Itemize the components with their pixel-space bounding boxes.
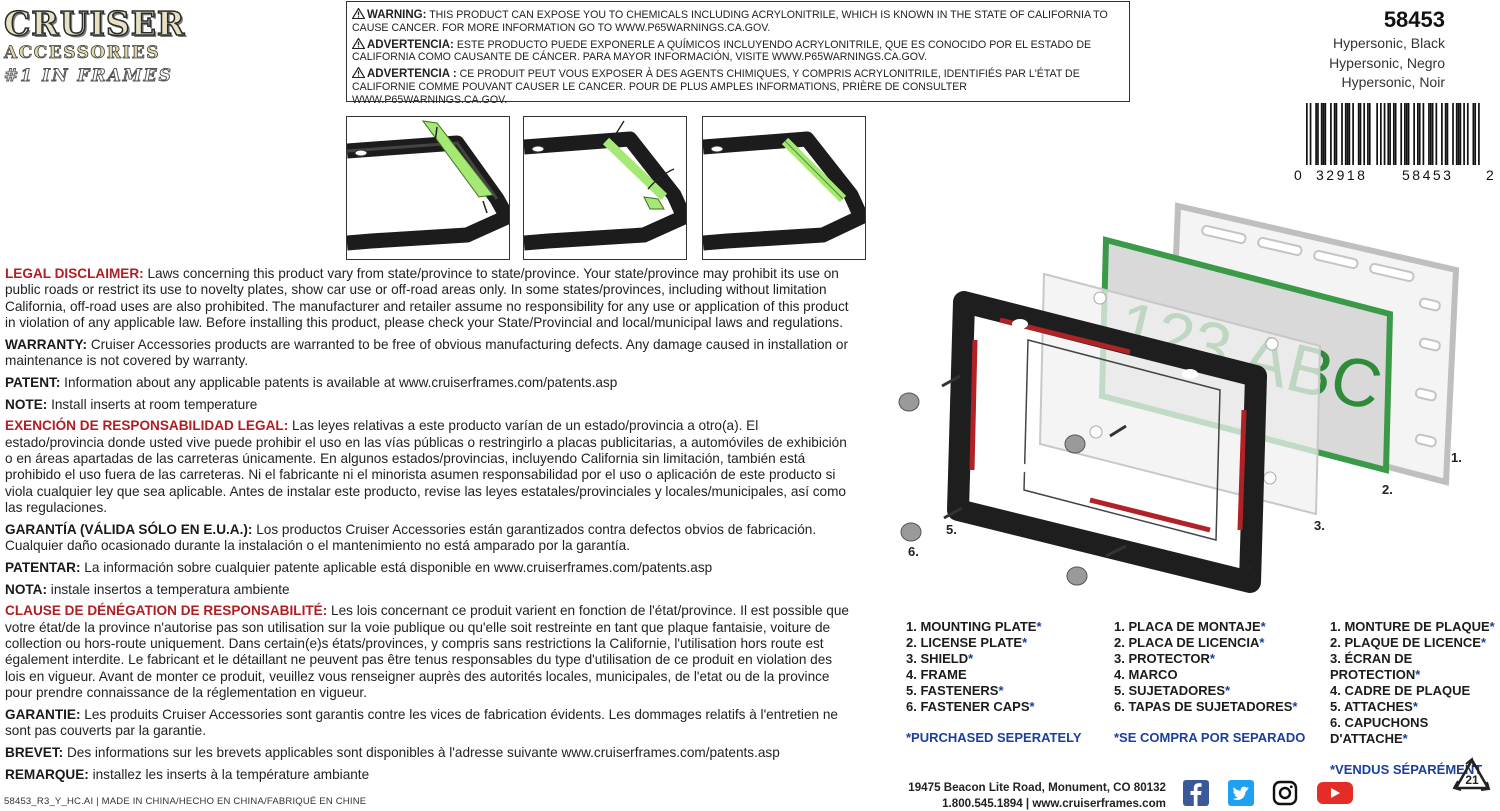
barcode-digit-first: 0 bbox=[1294, 167, 1302, 183]
parts-list-item-label: 3. PROTECTOR bbox=[1114, 651, 1210, 666]
legal-heading: NOTE: bbox=[5, 397, 47, 412]
barcode-bar bbox=[1428, 103, 1430, 165]
parts-list-item-label: 4. MARCO bbox=[1114, 667, 1178, 682]
barcode-bar bbox=[1452, 103, 1454, 165]
barcode-bar bbox=[1467, 103, 1469, 165]
parts-list-item-label: 3. ÉCRAN DE PROTECTION bbox=[1330, 651, 1415, 682]
barcode-bar bbox=[1389, 103, 1391, 165]
legal-body: Los productos Cruiser Accessories están garantizados contra defectos obvios de fabricación. Cualquier daño ocasionado durante la instalación o el mantenimiento no está amparado por la garantía. bbox=[5, 522, 816, 553]
parts-list-item-label: 1. MONTURE DE PLAQUE bbox=[1330, 619, 1490, 634]
legal-body: Des informations sur les brevets applicables sont disponibles à l'adresse suivante www.cruiserframes.com/patents.asp bbox=[63, 745, 780, 760]
parts-note-fr: *VENDUS SÉPARÉMENT bbox=[1330, 762, 1500, 778]
legal-heading: PATENT: bbox=[5, 375, 60, 390]
barcode-bar bbox=[1441, 103, 1443, 165]
barcode-bar bbox=[1432, 103, 1434, 165]
legal-paragraph bbox=[5, 767, 855, 783]
legal-paragraph bbox=[5, 375, 855, 391]
parts-list-item-label: 4. CADRE DE PLAQUE bbox=[1330, 683, 1470, 698]
recycle-code: 21 bbox=[1465, 773, 1479, 787]
company-address: 19475 Beacon Lite Road, Monument, CO 80132 bbox=[906, 780, 1166, 796]
warning-fr-text: CE PRODUIT PEUT VOUS EXPOSER À DES AGENTS CHIMIQUES, Y COMPRIS ACRYLONITRILE, IDENTIFIÉS PAR L'ÉTAT DE CALIFORNIE COMME POUVANT CAUSER LE CANCER. POUR DE PLUS AMPLES INFORMATIONS, PRIÈRE DE CONSULTER WWW.P65WARNINGS.CA.GOV. bbox=[352, 68, 1080, 106]
warning-en bbox=[352, 8, 1123, 35]
parts-list-item-label: 6. TAPAS DE SUJETADORES bbox=[1114, 699, 1292, 714]
legal-text-block bbox=[5, 266, 855, 788]
legal-body: Cruiser Accessories products are warranted to be free of obvious manufacturing defects. Any damage caused in installation or maintenance is not covered by warranty. bbox=[5, 337, 848, 368]
callout-5: 5. bbox=[946, 522, 957, 537]
barcode-digits-right: 58453 bbox=[1402, 167, 1453, 183]
barcode-bar bbox=[1387, 103, 1389, 165]
barcode-bar bbox=[1430, 103, 1432, 165]
barcode-bar bbox=[1306, 103, 1308, 165]
barcode-digits-left: 32918 bbox=[1316, 167, 1367, 183]
product-name-es: Hypersonic, Negro bbox=[1245, 54, 1445, 74]
legal-heading: WARRANTY: bbox=[5, 337, 87, 352]
parts-list-item bbox=[1330, 699, 1500, 715]
legal-heading: BREVET: bbox=[5, 745, 63, 760]
purchased-separately-asterisk: * bbox=[1036, 619, 1041, 634]
footer-file-code: 58453_R3_Y_HC.AI | MADE IN CHINA/HECHO EN CHINA/FABRIQUÉ EN CHINE bbox=[4, 796, 366, 807]
barcode-bar bbox=[1393, 103, 1395, 165]
logo-tagline: #1 IN FRAMES bbox=[4, 64, 194, 88]
warning-es-text: ESTE PRODUCTO PUEDE EXPONERLE A QUÍMICOS INCLUYENDO ACRYLONITRILE, QUE ES CONOCIDO POR EL ESTADO DE CALIFORNIA COMO CAUSANTE DE CÁNCER. PARA MAYOR INFORMACIÓN, VISITE WWW.P65WARNINGS.CA.GOV. bbox=[352, 39, 1091, 64]
logo-brand-text: CRUISER bbox=[4, 6, 194, 42]
purchased-separately-asterisk: * bbox=[1403, 731, 1408, 746]
barcode-bar bbox=[1358, 103, 1360, 165]
legal-body: Laws concerning this product vary from state/province to state/province. Your state/province may prohibit its use on public roads or restrict its use to novelty plates, show car use or off-road areas only. In some states/provinces, including without limitation California, off-road uses are also prohibited. The manufacturer and retailer assume no responsibility for any use or application of this product in violation of any applicable law. Before installing this product, please check your State/Provincial and local/municipal laws and regulations. bbox=[5, 266, 849, 330]
parts-list-item bbox=[1114, 635, 1305, 651]
parts-list-item bbox=[1114, 619, 1305, 635]
purchased-separately-asterisk: * bbox=[1022, 635, 1027, 650]
barcode-bar bbox=[1310, 103, 1312, 165]
install-step-2-image bbox=[523, 116, 687, 260]
barcode-bar bbox=[1447, 103, 1449, 165]
purchased-separately-asterisk: * bbox=[1292, 699, 1297, 714]
parts-list-item-label: 1. MOUNTING PLATE bbox=[906, 619, 1036, 634]
legal-heading: GARANTIE: bbox=[5, 707, 81, 722]
legal-body: Las leyes relativas a este producto varían de un estado/provincia a otro(a). El estado/provincia donde usted vive puede prohibir el uso en las vías públicas o restringirlo a placas publicitarias, a automóviles de exhibición o en áreas apartadas de las carreteras únicamente. En algunos estados/provincias, incluyendo California sin limitación, también está prohibido el uso fuera de las carreteras. Ni el fabricante ni el minorista asumen responsabilidad por el uso o aplicación de este producto si viola cualquier ley que sea aplicable. Antes de instalar este producto, revise las leyes estatales/provinciales y locales/municipales, así como las regulaciones. bbox=[5, 418, 847, 514]
contact-info bbox=[906, 780, 1166, 811]
warning-es-label: ADVERTENCIA: bbox=[367, 39, 454, 51]
legal-body: installez les inserts à la température ambiante bbox=[89, 767, 369, 782]
barcode-bar bbox=[1325, 103, 1327, 165]
parts-list-item bbox=[1330, 635, 1500, 651]
callout-6: 6. bbox=[908, 544, 919, 559]
barcode-bar bbox=[1341, 103, 1343, 165]
barcode-bar bbox=[1445, 103, 1447, 165]
purchased-separately-asterisk: * bbox=[1210, 651, 1215, 666]
prop65-warning-box bbox=[346, 1, 1130, 102]
legal-paragraph bbox=[5, 337, 855, 370]
legal-heading: LEGAL DISCLAIMER: bbox=[5, 266, 144, 281]
barcode-bar bbox=[1349, 103, 1351, 165]
legal-paragraph bbox=[5, 397, 855, 413]
parts-list-item bbox=[1114, 667, 1305, 683]
parts-list-item-label: 2. PLAQUE DE LICENCE bbox=[1330, 635, 1481, 650]
legal-paragraph bbox=[5, 582, 855, 598]
barcode-bar bbox=[1478, 103, 1480, 165]
legal-heading: PATENTAR: bbox=[5, 560, 81, 575]
facebook-icon[interactable] bbox=[1183, 780, 1209, 806]
barcode-bar bbox=[1336, 103, 1338, 165]
barcode-bar bbox=[1463, 103, 1465, 165]
parts-list-item-label: 2. PLACA DE LICENCIA bbox=[1114, 635, 1259, 650]
legal-paragraph bbox=[5, 418, 855, 516]
parts-list-item bbox=[1330, 619, 1500, 635]
brand-logo bbox=[4, 6, 194, 102]
barcode-bar bbox=[1406, 103, 1408, 165]
exploded-assembly-diagram bbox=[880, 200, 1500, 600]
legal-heading: REMARQUE: bbox=[5, 767, 89, 782]
purchased-separately-asterisk: * bbox=[1225, 683, 1230, 698]
purchased-separately-asterisk: * bbox=[968, 651, 973, 666]
parts-note-en: *PURCHASED SEPERATELY bbox=[906, 730, 1082, 746]
parts-list-item-label: 6. CAPUCHONS D'ATTACHE bbox=[1330, 715, 1428, 746]
barcode-bar bbox=[1380, 103, 1382, 165]
barcode-bar bbox=[1321, 103, 1323, 165]
barcode-bars bbox=[1306, 103, 1480, 165]
legal-heading: NOTA: bbox=[5, 582, 47, 597]
legal-paragraph bbox=[5, 603, 855, 701]
legal-paragraph bbox=[5, 266, 855, 331]
legal-body: Information about any applicable patents is available at www.cruiserframes.com/patents.asp bbox=[60, 375, 617, 390]
parts-list-item bbox=[1114, 683, 1305, 699]
warning-en-label: WARNING: bbox=[367, 9, 426, 21]
logo-sub-text: ACCESSORIES bbox=[4, 42, 194, 64]
parts-list-item bbox=[906, 635, 1082, 651]
callout-4: 4. bbox=[1246, 562, 1257, 577]
parts-list-item bbox=[906, 619, 1082, 635]
barcode-bar bbox=[1363, 103, 1365, 165]
barcode-bar bbox=[1419, 103, 1421, 165]
legal-heading: CLAUSE DE DÉNÉGATION DE RESPONSABILITÉ: bbox=[5, 603, 327, 618]
legal-paragraph bbox=[5, 522, 855, 555]
barcode-bar bbox=[1404, 103, 1406, 165]
parts-list-item bbox=[1330, 683, 1500, 699]
parts-list-item bbox=[906, 699, 1082, 715]
barcode-bar bbox=[1413, 103, 1415, 165]
barcode-bar bbox=[1395, 103, 1397, 165]
parts-list-item-label: 5. ATTACHES bbox=[1330, 699, 1413, 714]
barcode-bar bbox=[1423, 103, 1425, 165]
purchased-separately-asterisk: * bbox=[1030, 699, 1035, 714]
install-step-1-image bbox=[346, 116, 510, 260]
legal-body: La información sobre cualquier patente aplicable está disponible en www.cruiserframes.com/patents.asp bbox=[81, 560, 713, 575]
barcode-bar bbox=[1376, 103, 1378, 165]
legal-body: Les lois concernant ce produit varient en fonction de l'état/province. Il est possible que votre état/de la province n'autorise pas son utilisation sur la voie publique ou qu'elle soit restreinte en tant que plaque fantaisie, voiture de collection ou hors-route uniquement. Dans certain(e)s états/provinces, y compris sans restrictions la Californie, l'utilisation hors route est également interdite. Le fabricant et le détaillant ne peuvent pas être tenus responsables du type d'utilisation de ce produit en violation des lois en vigueur. Avant de monter ce produit, veuillez vous renseigner auprès des autorités locales, municipales, de l'etat ou de la province pour prendre connaissance de la réglementation en vigueur. bbox=[5, 603, 849, 699]
warning-fr bbox=[352, 67, 1123, 106]
parts-list-item-label: 1. PLACA DE MONTAJE bbox=[1114, 619, 1261, 634]
legal-body: instale insertos a temperatura ambiente bbox=[47, 582, 290, 597]
legal-heading: EXENCIÓN DE RESPONSABILIDAD LEGAL: bbox=[5, 418, 288, 433]
parts-list-item-label: 5. SUJETADORES bbox=[1114, 683, 1225, 698]
parts-list-item-label: 4. FRAME bbox=[906, 667, 967, 682]
legal-paragraph bbox=[5, 707, 855, 740]
warning-en-text: THIS PRODUCT CAN EXPOSE YOU TO CHEMICALS INCLUDING ACRYLONITRILE, WHICH IS KNOWN IN THE STATE OF CALIFORNIA TO CAUSE CANCER. FOR MORE INFORMATION GO TO WWW.P65WARNINGS.CA.GOV. bbox=[352, 9, 1108, 34]
barcode-bar bbox=[1408, 103, 1410, 165]
callout-3: 3. bbox=[1314, 518, 1325, 533]
product-name-en: Hypersonic, Black bbox=[1245, 34, 1445, 54]
install-step-3-image bbox=[702, 116, 866, 260]
barcode-bar bbox=[1334, 103, 1336, 165]
parts-list-item bbox=[906, 651, 1082, 667]
purchased-separately-asterisk: * bbox=[1490, 619, 1495, 634]
barcode-bar bbox=[1360, 103, 1362, 165]
barcode-bar bbox=[1367, 103, 1369, 165]
parts-list-item-label: 6. FASTENER CAPS bbox=[906, 699, 1030, 714]
parts-list-item bbox=[1114, 699, 1305, 715]
purchased-separately-asterisk: * bbox=[1481, 635, 1486, 650]
legal-body: Les produits Cruiser Accessories sont garantis contre les vices de fabrication évidents. Les dommages relatifs à l'entretien ne sont pas couverts par la garantie. bbox=[5, 707, 838, 738]
parts-list-es bbox=[1114, 619, 1305, 746]
barcode-bar bbox=[1345, 103, 1347, 165]
barcode-bar bbox=[1460, 103, 1462, 165]
barcode-bar bbox=[1474, 103, 1476, 165]
warning-triangle-icon bbox=[352, 38, 365, 49]
warning-fr-label: ADVERTENCIA : bbox=[367, 68, 457, 80]
parts-list-item-label: 2. LICENSE PLATE bbox=[906, 635, 1022, 650]
barcode-bar bbox=[1473, 103, 1475, 165]
product-number: 58453 bbox=[1245, 6, 1445, 34]
barcode-bar bbox=[1458, 103, 1460, 165]
twitter-icon[interactable] bbox=[1228, 780, 1254, 806]
purchased-separately-asterisk: * bbox=[1259, 635, 1264, 650]
parts-list-item bbox=[1330, 715, 1500, 747]
barcode-bar bbox=[1330, 103, 1332, 165]
phone-and-website: 1.800.545.1894 | www.cruiserframes.com bbox=[906, 796, 1166, 811]
purchased-separately-asterisk: * bbox=[1261, 619, 1266, 634]
parts-list-item bbox=[1114, 651, 1305, 667]
parts-list-item bbox=[1330, 651, 1500, 683]
legal-heading: GARANTÍA (VÁLIDA SÓLO EN E.U.A.): bbox=[5, 522, 252, 537]
barcode-bar bbox=[1369, 103, 1371, 165]
barcode-bar bbox=[1436, 103, 1438, 165]
youtube-icon[interactable] bbox=[1316, 780, 1354, 806]
parts-note-es: *SE COMPRA POR SEPARADO bbox=[1114, 730, 1305, 746]
parts-list-item bbox=[906, 667, 1082, 683]
warning-es bbox=[352, 38, 1123, 65]
purchased-separately-asterisk: * bbox=[998, 683, 1003, 698]
parts-list-item-label: 5. FASTENERS bbox=[906, 683, 998, 698]
recycle-icon bbox=[1452, 756, 1492, 796]
instagram-icon[interactable] bbox=[1272, 780, 1298, 806]
legal-body: Install inserts at room temperature bbox=[47, 397, 257, 412]
upc-barcode bbox=[1290, 103, 1500, 183]
parts-list-fr bbox=[1330, 619, 1500, 778]
callout-2: 2. bbox=[1382, 482, 1393, 497]
barcode-bar bbox=[1352, 103, 1354, 165]
barcode-bar bbox=[1315, 103, 1317, 165]
parts-list-item bbox=[906, 683, 1082, 699]
legal-paragraph bbox=[5, 560, 855, 576]
legal-paragraph bbox=[5, 745, 855, 761]
barcode-bar bbox=[1400, 103, 1402, 165]
barcode-bar bbox=[1384, 103, 1386, 165]
barcode-digit-last: 2 bbox=[1486, 167, 1494, 183]
barcode-bar bbox=[1417, 103, 1419, 165]
purchased-separately-asterisk: * bbox=[1413, 699, 1418, 714]
barcode-bar bbox=[1317, 103, 1319, 165]
parts-list-item-label: 3. SHIELD bbox=[906, 651, 968, 666]
barcode-bar bbox=[1456, 103, 1458, 165]
product-info bbox=[1245, 6, 1445, 93]
barcode-bar bbox=[1347, 103, 1349, 165]
purchased-separately-asterisk: * bbox=[1415, 667, 1420, 682]
callout-1: 1. bbox=[1451, 450, 1462, 465]
barcode-bar bbox=[1323, 103, 1325, 165]
warning-triangle-icon bbox=[352, 67, 365, 78]
parts-list-en bbox=[906, 619, 1082, 746]
product-name-fr: Hypersonic, Noir bbox=[1245, 73, 1445, 93]
warning-triangle-icon bbox=[352, 8, 365, 19]
